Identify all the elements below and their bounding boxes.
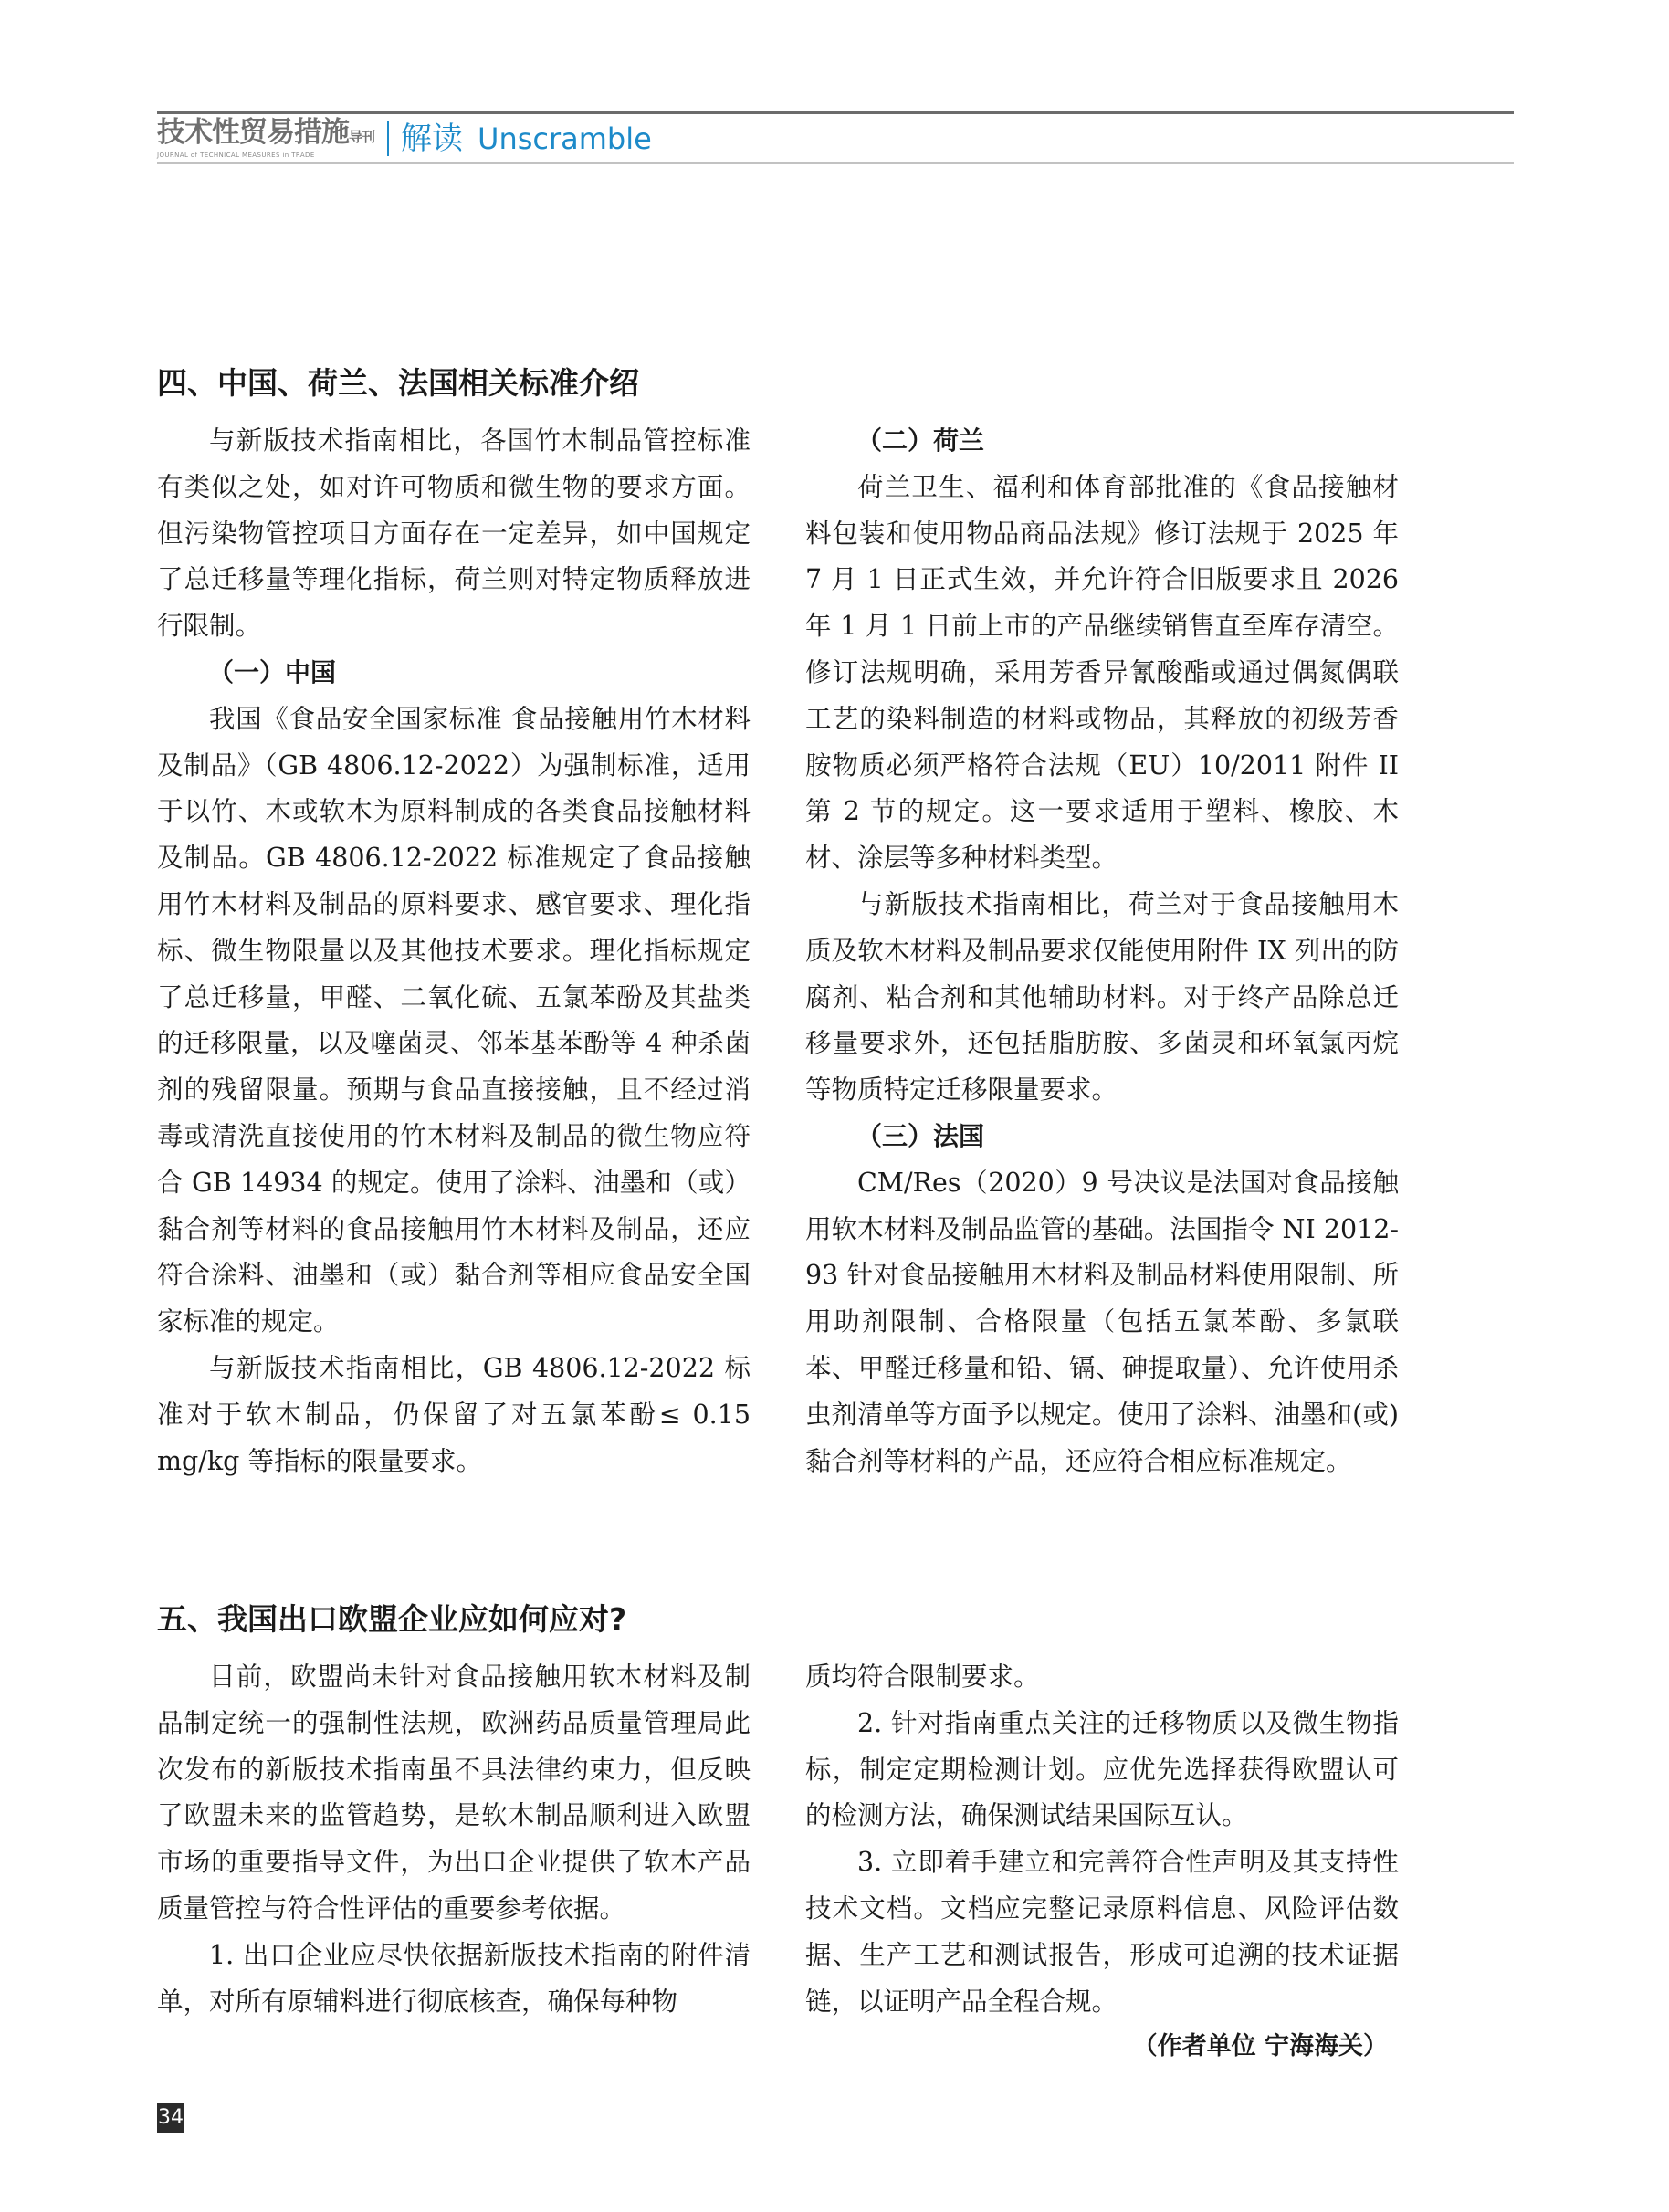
section5-item-1-continued: 质均符合限制要求。	[805, 1662, 1040, 1692]
china-subheading: （一）中国	[208, 656, 337, 687]
section-label-en: Unscramble	[478, 121, 652, 156]
france-subheading: （三）法国	[856, 1120, 985, 1151]
journal-logo	[157, 117, 374, 161]
journal-title: 技术性贸易措施	[157, 116, 349, 149]
section5-item-3: 3. 立即着手建立和完善符合性声明及其支持性技术文档。文档应完整记录原料信息、风险评估数据、生产工艺和测试报告，形成可追溯的技术证据链，以证明产品全程合规。	[805, 1847, 1399, 2017]
header-bottom-rule	[157, 162, 1514, 164]
netherlands-subheading: （二）荷兰	[856, 425, 985, 456]
france-paragraph-1: CM/Res（2020）9 号决议是法国对食品接触用软木材料及制品监管的基础。法国指令 NI 2012-93 针对食品接触用木材料及制品材料使用限制、所用助剂限制、合格限量（包括五氯苯酚、多氯联苯、甲醛迁移量和铅、镉、砷提取量）、允许使用杀虫剂清单等方面予以规定。使用了涂料、油墨和(或)黏合剂等材料的产品，还应符合相应标准规定。	[805, 1167, 1399, 1476]
section5-heading: 五、我国出口欧盟企业应如何应对?	[157, 1601, 627, 1637]
section4-right-column	[805, 418, 1399, 1484]
section4-left-column	[157, 418, 751, 1484]
section4-intro: 与新版技术指南相比，各国竹木制品管控标准有类似之处，如对许可物质和微生物的要求方面。但污染物管控项目方面存在一定差异，如中国规定了总迁移量等理化指标，荷兰则对特定物质释放进行限制。	[157, 425, 751, 642]
section5-paragraph-1: 目前，欧盟尚未针对食品接触用软木材料及制品制定统一的强制性法规，欧洲药品质量管理局此次发布的新版技术指南虽不具法律约束力，但反映了欧盟未来的监管趋势，是软木制品顺利进入欧盟市场的重要指导文件，为出口企业提供了软木产品质量管控与符合性评估的重要参考依据。	[157, 1662, 751, 1924]
masthead	[157, 117, 652, 161]
section4-heading: 四、中国、荷兰、法国相关标准介绍	[157, 365, 639, 401]
china-paragraph-1: 我国《食品安全国家标准 食品接触用竹木材料及制品》（GB 4806.12-2022）为强制标准，适用于以竹、木或软木为原料制成的各类食品接触材料及制品。GB 4806.12-2022 标准规定了食品接触用竹木材料及制品的原料要求、感官要求、理化指标、微生物限量以及其他技术要求。理化指标规定了总迁移量，甲醛、二氧化硫、五氯苯酚及其盐类的迁移限量，以及噻菌灵、邻苯基苯酚等 4 种杀菌剂的残留限量。预期与食品直接接触，且不经过消毒或清洗直接使用的竹木材料及制品的微生物应符合 GB 14934 的规定。使用了涂料、油墨和（或）黏合剂等材料的食品接触用竹木材料及制品，还应符合涂料、油墨和（或）黏合剂等相应食品安全国家标准的规定。	[157, 703, 751, 1337]
netherlands-paragraph-2: 与新版技术指南相比，荷兰对于食品接触用木质及软木材料及制品要求仅能使用附件 IX 列出的防腐剂、粘合剂和其他辅助材料。对于终产品除总迁移量要求外，还包括脂肪胺、多菌灵和环氧氯丙烷等物质特定迁移限量要求。	[805, 888, 1399, 1106]
author-affiliation: （作者单位 宁海海关）	[1132, 2032, 1388, 2060]
china-paragraph-2: 与新版技术指南相比，GB 4806.12-2022 标准对于软木制品，仍保留了对五氯苯酚≤ 0.15 mg/kg 等指标的限量要求。	[157, 1352, 751, 1476]
section-label: 解读	[401, 121, 464, 157]
section5-right-column	[805, 1654, 1399, 2025]
section5-item-1: 1. 出口企业应尽快依据新版技术指南的附件清单，对所有原辅料进行彻底核查，确保每种物	[157, 1939, 751, 2017]
netherlands-paragraph-1: 荷兰卫生、福利和体育部批准的《食品接触材料包装和使用物品商品法规》修订法规于 2025 年 7 月 1 日正式生效，并允许符合旧版要求且 2026 年 1 月 1 日前上市的产品继续销售直至库存清空。修订法规明确，采用芳香异氰酸酯或通过偶氮偶联工艺的染料制造的材料或物品，其释放的初级芳香胺物质必须严格符合法规（EU）10/2011 附件 II 第 2 节的规定。这一要求适用于塑料、橡胶、木材、涂层等多种材料类型。	[805, 471, 1399, 874]
journal-special-tag: 导刊	[349, 129, 375, 145]
page-number: 34	[157, 2103, 184, 2133]
section5-item-2: 2. 针对指南重点关注的迁移物质以及微生物指标，制定定期检测计划。应优先选择获得欧盟认可的检测方法，确保测试结果国际互认。	[805, 1707, 1399, 1831]
masthead-divider	[387, 121, 389, 156]
journal-subtitle: JOURNAL of TECHNICAL MEASURES in TRADE	[157, 152, 315, 159]
header-top-rule	[157, 111, 1514, 114]
section5-left-column	[157, 1654, 751, 2025]
